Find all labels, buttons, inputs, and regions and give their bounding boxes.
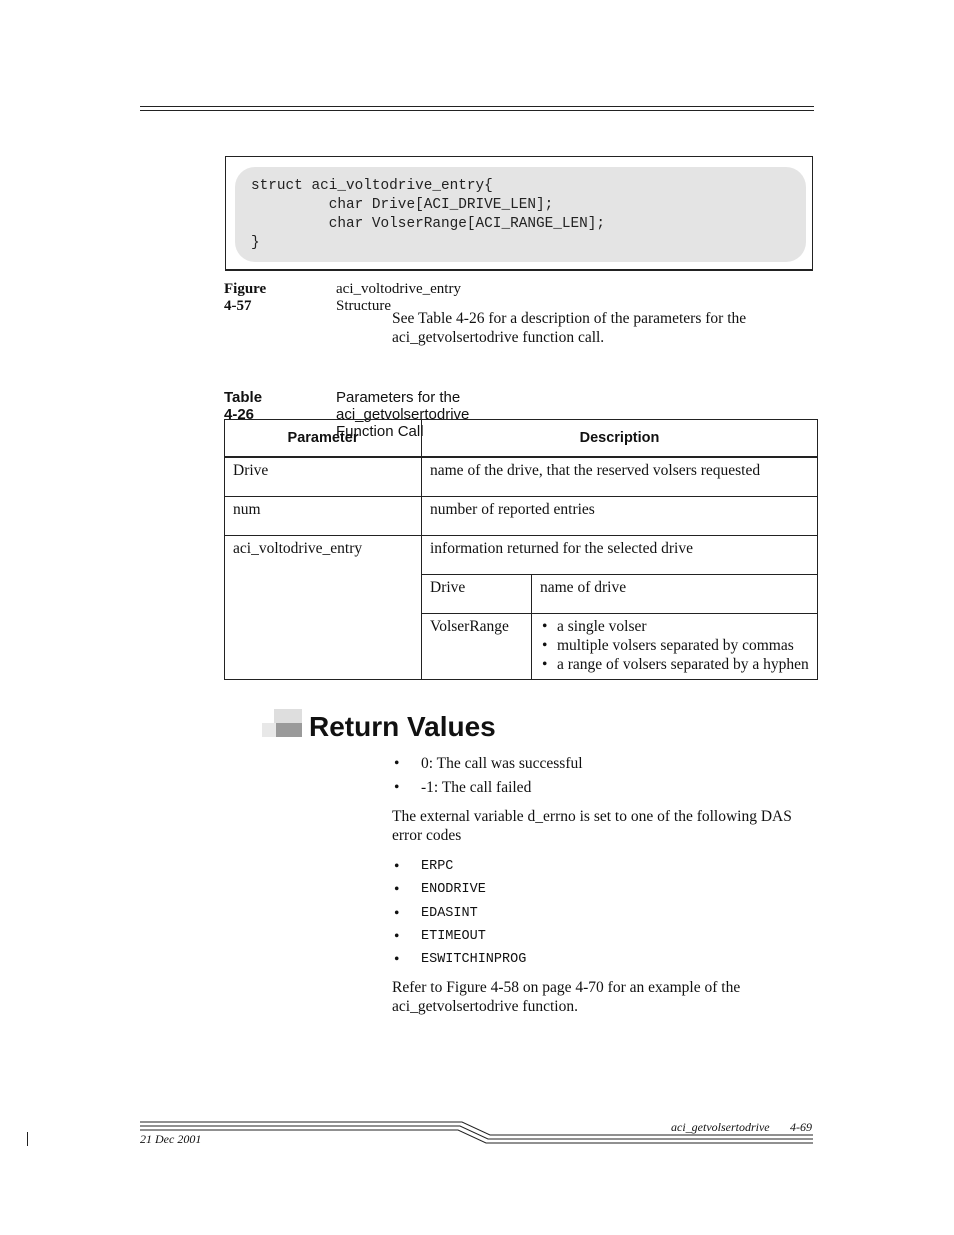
field-cell: Drive	[422, 575, 532, 614]
list-item: • a single volser	[540, 617, 809, 636]
field-cell: VolserRange	[422, 614, 532, 680]
code-line: struct aci_voltodrive_entry{	[251, 178, 493, 194]
heading-graphic	[262, 723, 276, 737]
code-line: }	[251, 235, 260, 251]
list-item: • EDASINT	[392, 902, 526, 925]
footer-function-name: aci_getvolsertodrive	[671, 1120, 770, 1134]
intro-paragraph: See Table 4-26 for a description of the parameters for the aci_getvolsertodrive function call.	[392, 310, 747, 346]
section-title: Return Values	[309, 711, 496, 742]
code-text	[251, 177, 605, 253]
desc-cell: number of reported entries	[422, 497, 818, 536]
field-desc-cell: name of drive	[532, 575, 818, 614]
table-row	[225, 497, 818, 536]
table-row	[225, 536, 818, 575]
heading-graphic	[274, 709, 302, 723]
footer-page-number: 4-69	[790, 1120, 812, 1134]
code-figure	[225, 156, 813, 271]
table-title: Parameters for the aci_getvolsertodrive Function Call	[336, 389, 470, 440]
param-cell: aci_voltodrive_entry	[225, 536, 422, 680]
header-description: Description	[422, 420, 818, 458]
parameters-table	[224, 419, 818, 680]
list-item: • a range of volsers separated by a hyphen	[540, 655, 809, 674]
heading-graphic	[276, 723, 302, 737]
list-item: • multiple volsers separated by commas	[540, 636, 809, 655]
closing-paragraph: Refer to Figure 4-58 on page 4-70 for an example of the aci_getvolsertodrive function.	[392, 979, 741, 1015]
table-number: Table 4-26	[224, 389, 263, 423]
return-values-list	[392, 752, 583, 800]
field-desc-cell	[532, 614, 818, 680]
table-header-row	[225, 420, 818, 458]
param-cell: Drive	[225, 457, 422, 497]
desc-cell: name of the drive, that the reserved volsers requested	[422, 457, 818, 497]
errno-paragraph: The external variable d_errno is set to one of the following DAS error codes	[392, 808, 792, 844]
header-rule	[140, 110, 814, 111]
list-item: • 0: The call was successful	[392, 752, 583, 776]
code-line: char VolserRange[ACI_RANGE_LEN];	[251, 216, 606, 232]
list-item: • ERPC	[392, 855, 526, 878]
volser-range-list	[540, 617, 809, 674]
desc-cell: information returned for the selected drive	[422, 536, 818, 575]
list-item: • ENODRIVE	[392, 878, 526, 901]
figure-title: aci_voltodrive_entry Structure	[336, 281, 461, 314]
list-item: • -1: The call failed	[392, 776, 583, 800]
table-row	[225, 457, 818, 497]
figure-number: Figure 4-57	[224, 281, 267, 314]
footer-date: 21 Dec 2001	[140, 1132, 202, 1146]
change-bar	[27, 1132, 28, 1146]
error-codes-list	[392, 855, 526, 971]
param-cell: num	[225, 497, 422, 536]
header-parameter: Parameter	[225, 420, 422, 458]
list-item: • ETIMEOUT	[392, 925, 526, 948]
header-rule	[140, 106, 814, 107]
code-block	[235, 167, 806, 262]
code-line: char Drive[ACI_DRIVE_LEN];	[251, 197, 554, 213]
list-item: • ESWITCHINPROG	[392, 948, 526, 971]
